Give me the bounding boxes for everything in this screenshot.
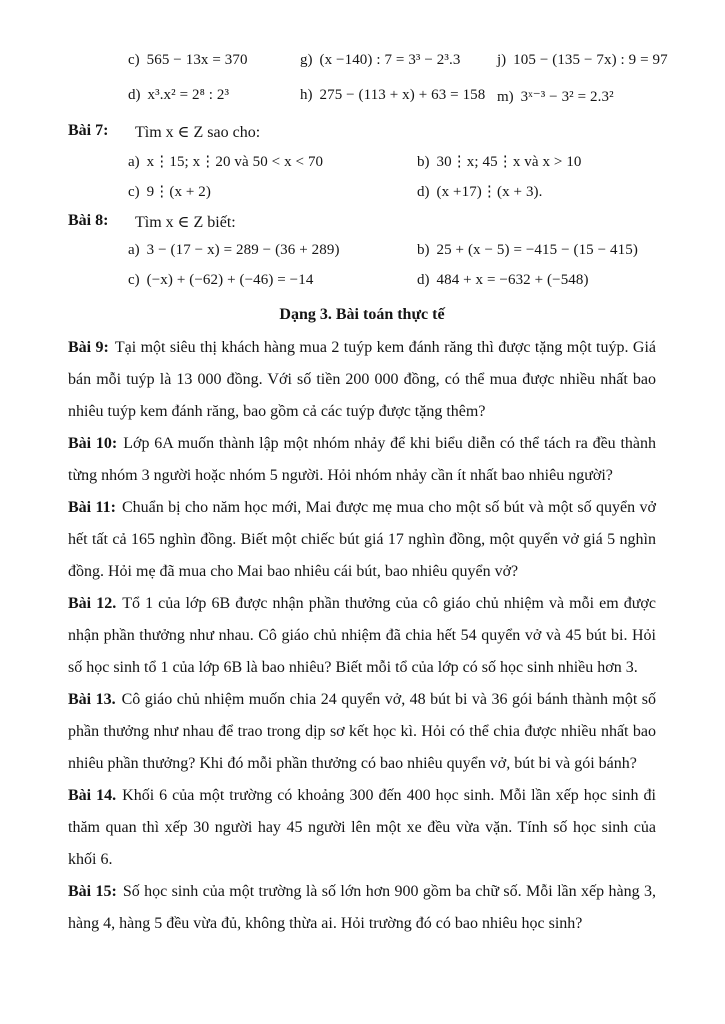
- problem-text: Số học sinh của một trường là số lớn hơn 900 gồm ba chữ số. Mỗi lần xếp hàng 3, hàng 4, hàng 5 đều vừa đủ, không thừa ai. Hỏi trường đó có bao nhiêu học sinh?: [68, 883, 657, 932]
- problem-text: Chuẩn bị cho năm học mới, Mai được mẹ mua cho một số bút và một số quyển vở hết tất cả 165 nghìn đồng. Biết một chiếc bút giá 17 nghìn đồng, một quyển vở giá 5 nghìn đồng. Hỏi mẹ đã mua cho Mai bao nhiêu cái bút, bao nhiêu quyển vở?: [68, 499, 657, 580]
- problem-text: Tại một siêu thị khách hàng mua 2 tuýp kem đánh răng thì được tặng một tuýp. Giá bán mỗi tuýp là 13 000 đồng. Với số tiền 200 000 đồng, có thể mua được nhiều nhất bao nhiêu tuýp kem đánh răng, bao gồm cả các tuýp được tặng thêm?: [68, 339, 657, 420]
- equation-expression: 484 + x = −632 + (−548): [436, 272, 589, 288]
- word-problem: [68, 492, 656, 588]
- problem-label: Bài 13.: [68, 691, 116, 708]
- equation-row: [68, 83, 656, 118]
- section-heading: Dạng 3. Bài toán thực tế: [279, 306, 445, 323]
- word-problem: [68, 684, 656, 780]
- word-problem: [68, 876, 656, 940]
- item-label: j): [497, 52, 507, 68]
- exercise-label: Bài 7:: [68, 122, 109, 139]
- exercise-item: [128, 272, 313, 289]
- exercise-item: [128, 182, 211, 201]
- equation-expression: 105 − (135 − 7x) : 9 = 97: [513, 52, 668, 68]
- equation-expression: x³.x² = 2⁸ : 2³: [147, 87, 230, 103]
- equation-row: [68, 48, 668, 83]
- item-label: b): [417, 242, 430, 258]
- exercise-8-items: [68, 238, 656, 268]
- equation-item: [128, 52, 248, 69]
- exercise-item: [417, 182, 543, 201]
- item-label: g): [300, 52, 313, 68]
- exercise-8-items: [68, 268, 656, 298]
- exercise-item: [417, 152, 582, 171]
- exercise-item: [128, 152, 323, 171]
- equation-expression: (x +17)⋮(x + 3).: [436, 184, 543, 200]
- problem-label: Bài 9:: [68, 339, 109, 356]
- exercise-7-heading: [68, 118, 656, 148]
- equation-item: [300, 52, 460, 69]
- equation-expression: 565 − 13x = 370: [146, 52, 248, 68]
- problem-text: Khối 6 của một trường có khoảng 300 đến 400 học sinh. Mỗi lần xếp học sinh đi thăm quan thì xếp 30 người hay 45 người lên một xe đều vừa vặn. Tính số học sinh của khối 6.: [68, 787, 656, 868]
- item-label: c): [128, 272, 140, 288]
- equation-expression: 9⋮(x + 2): [146, 184, 212, 200]
- problem-label: Bài 10:: [68, 435, 118, 452]
- problem-label: Bài 14.: [68, 787, 117, 804]
- problem-label: Bài 12.: [68, 595, 117, 612]
- item-label: h): [300, 87, 313, 103]
- exercise-7-items: [68, 178, 656, 208]
- item-label: a): [128, 154, 140, 170]
- exercise-item: [128, 242, 340, 259]
- equation-expression: (−x) + (−62) + (−46) = −14: [146, 272, 314, 288]
- item-label: c): [128, 184, 140, 200]
- equation-expression: 3 − (17 − x) = 289 − (36 + 289): [146, 242, 340, 258]
- exercise-intro: Tìm x ∈ Z biết:: [135, 214, 236, 231]
- problem-label: Bài 11:: [68, 499, 116, 516]
- exercise-item: [417, 272, 589, 289]
- equation-item: [497, 87, 614, 106]
- equation-expression: (x −140) : 7 = 3³ − 2³.3: [319, 52, 461, 68]
- exercise-8-heading: [68, 208, 656, 238]
- equation-expression: 3ˣ⁻³ − 3² = 2.3²: [520, 89, 614, 105]
- equation-item: [128, 87, 229, 104]
- word-problem: [68, 780, 656, 876]
- word-problem: [68, 332, 656, 428]
- word-problem: [68, 588, 656, 684]
- equation-expression: x⋮15; x⋮20 và 50 < x < 70: [146, 154, 324, 170]
- exercise-item: [417, 242, 638, 259]
- equation-item: [300, 87, 485, 104]
- exercise-label: Bài 8:: [68, 212, 109, 229]
- problem-text: Cô giáo chủ nhiệm muốn chia 24 quyển vở, 48 bút bi và 36 gói bánh thành một số phần thưởng như nhau để trao trong dịp sơ kết học kì. Hỏi có thể chia được nhiều nhất bao nhiêu phần thưởng? Khi đó mỗi phần thưởng có bao nhiêu quyển vở, bút bi và gói bánh?: [68, 691, 656, 772]
- item-label: d): [417, 272, 430, 288]
- item-label: b): [417, 154, 430, 170]
- equation-expression: 25 + (x − 5) = −415 − (15 − 415): [436, 242, 638, 258]
- item-label: m): [497, 89, 514, 105]
- item-label: a): [128, 242, 140, 258]
- exercise-intro: Tìm x ∈ Z sao cho:: [135, 124, 261, 141]
- equation-expression: 30⋮x; 45⋮x và x > 10: [436, 154, 582, 170]
- item-label: d): [417, 184, 430, 200]
- equation-item: [497, 52, 668, 69]
- equation-expression: 275 − (113 + x) + 63 = 158: [319, 87, 486, 103]
- exercise-7-items: [68, 148, 656, 178]
- problem-label: Bài 15:: [68, 883, 117, 900]
- problem-text: Lớp 6A muốn thành lập một nhóm nhảy để khi biểu diễn có thể tách ra đều thành từng nhóm 3 người hoặc nhóm 5 người. Hỏi nhóm nhảy cần ít nhất bao nhiêu người?: [68, 435, 656, 484]
- item-label: d): [128, 87, 141, 103]
- item-label: c): [128, 52, 140, 68]
- problem-text: Tổ 1 của lớp 6B được nhận phần thưởng của cô giáo chủ nhiệm và mỗi em được nhận phần thưởng như nhau. Cô giáo chủ nhiệm đã chia hết 54 quyển vở và 45 bút bi. Hỏi số học sinh tổ 1 của lớp 6B là bao nhiêu? Biết mỗi tổ của lớp có số học sinh nhiều hơn 3.: [68, 595, 656, 676]
- word-problem: [68, 428, 656, 492]
